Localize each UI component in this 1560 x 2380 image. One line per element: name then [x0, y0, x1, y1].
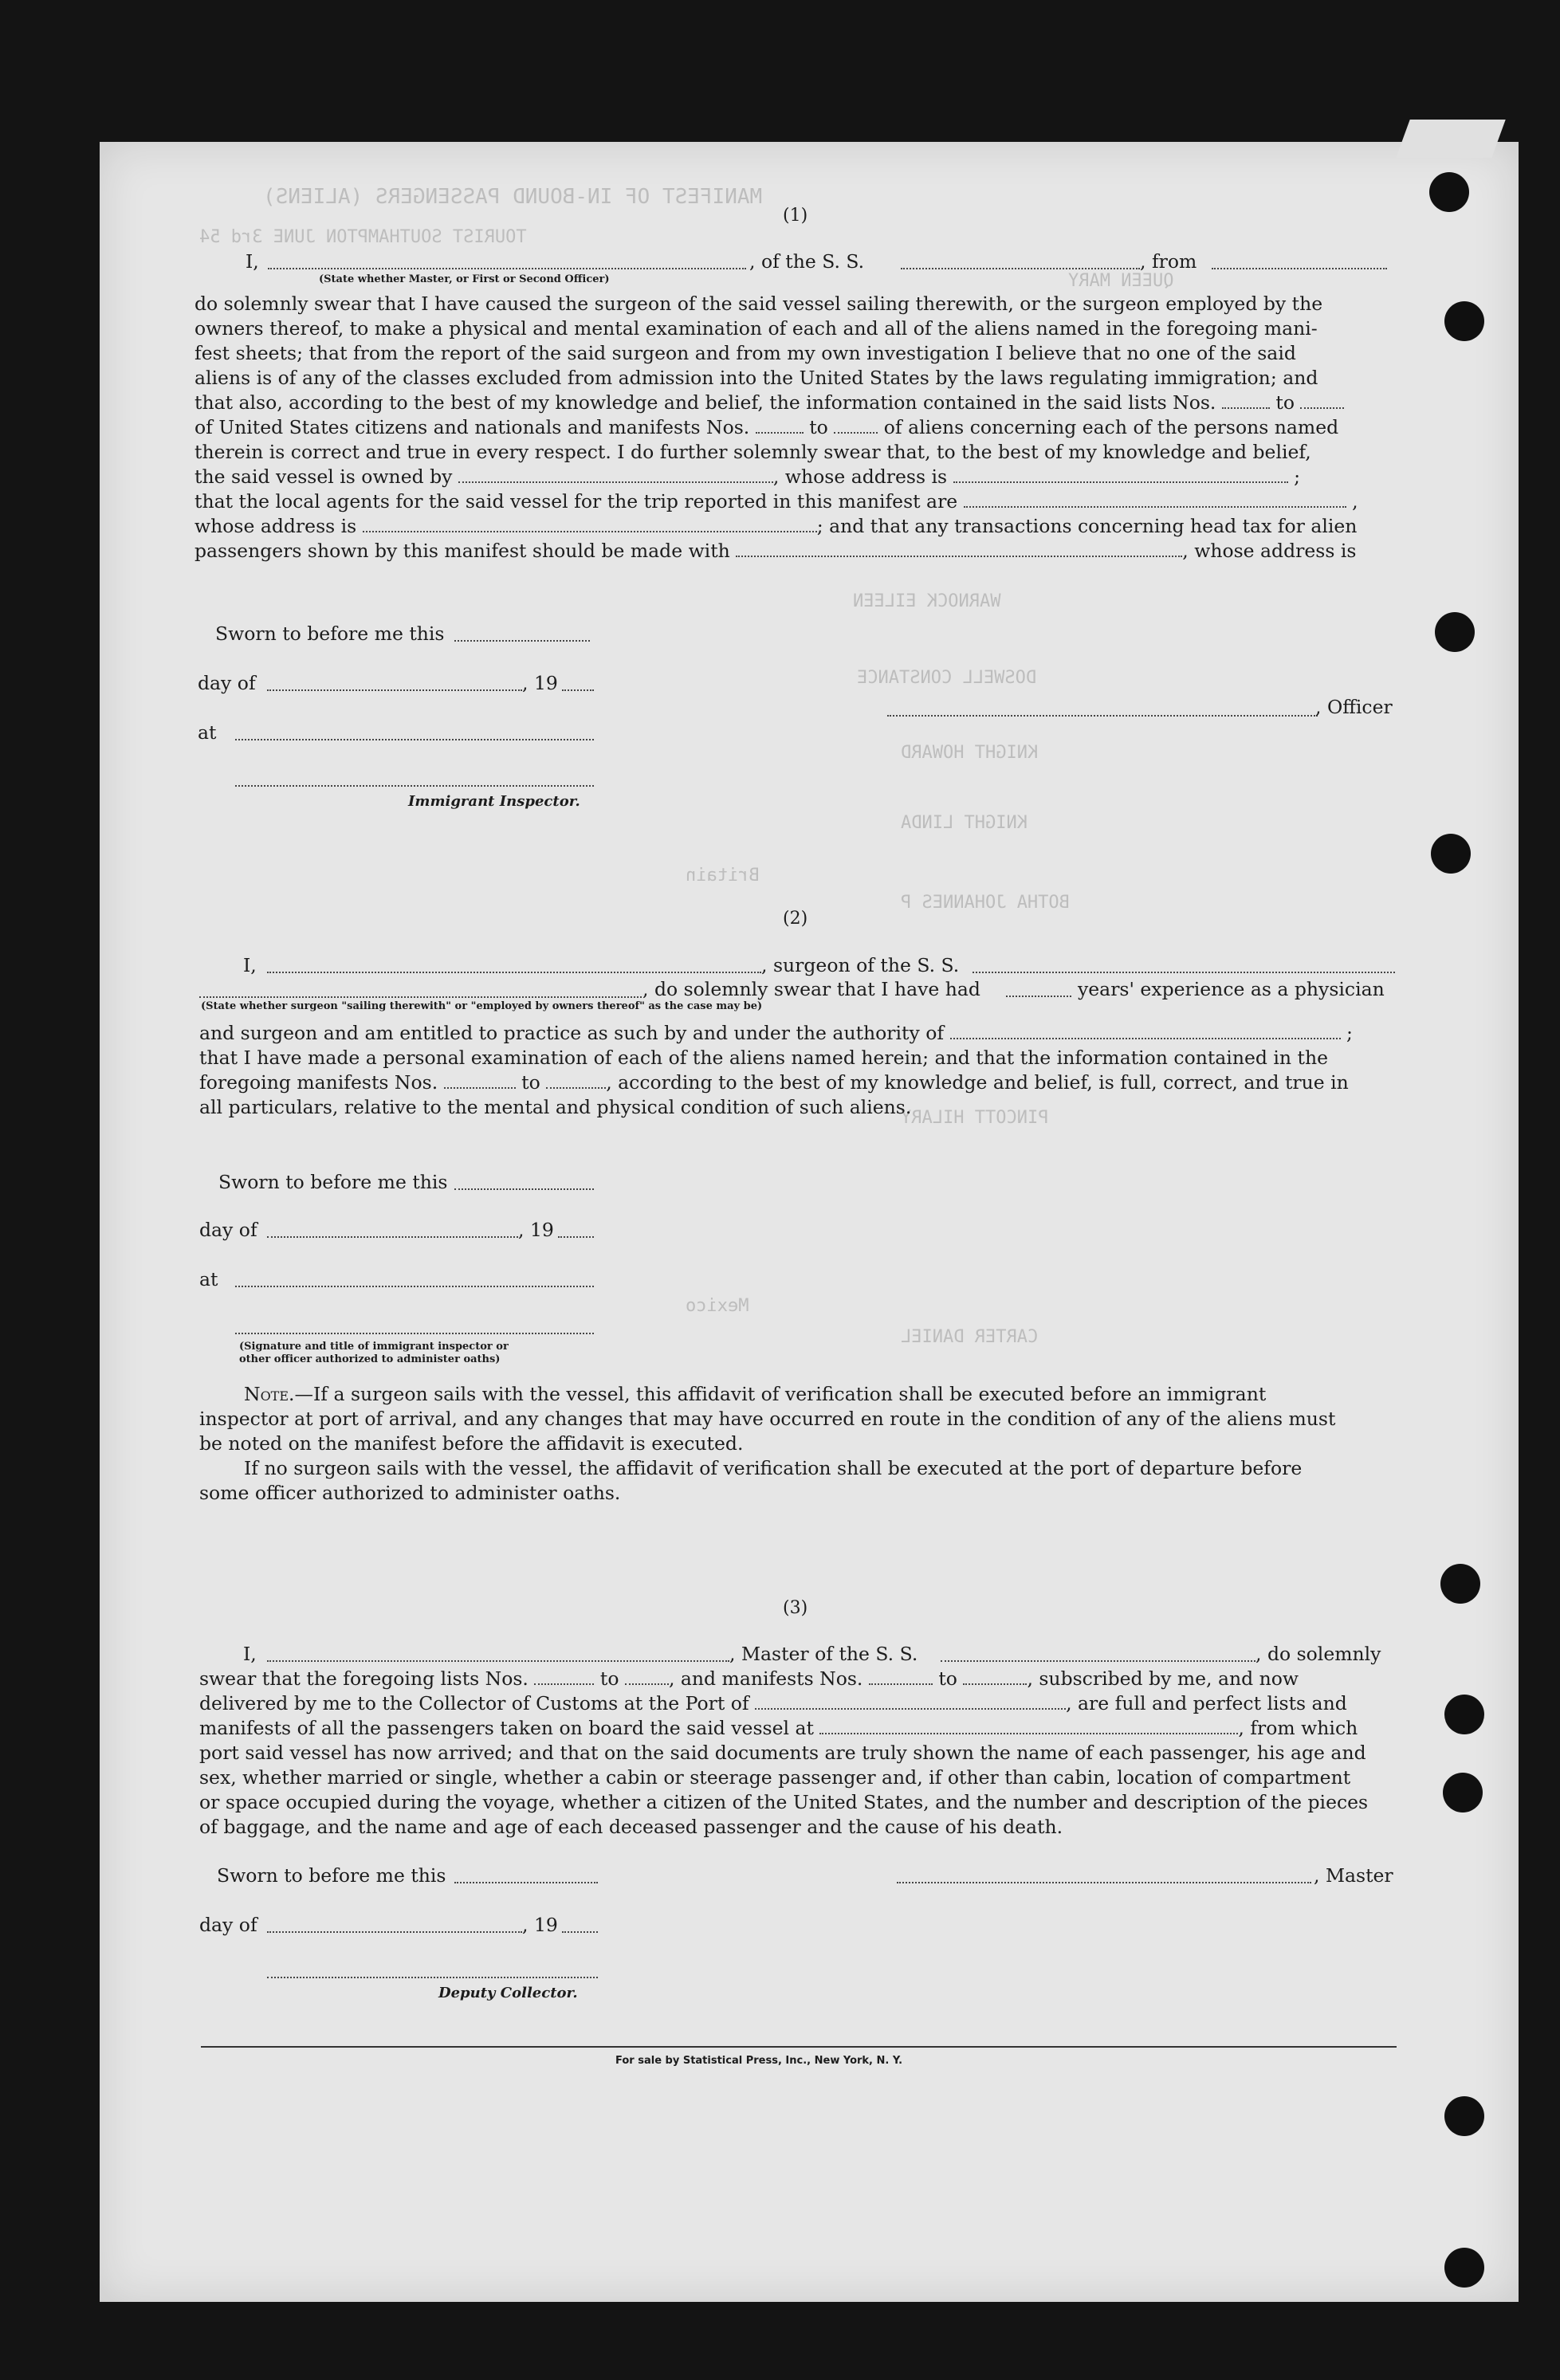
section-number: (2) [783, 909, 808, 929]
sworn-label: Sworn to before me this [215, 622, 445, 645]
oath-line-text: , are full and perfect lists and [1066, 1692, 1347, 1714]
master-lists-from-field[interactable] [534, 1667, 594, 1685]
sworn-year-field[interactable] [558, 1236, 594, 1238]
punch-hole [1443, 1773, 1483, 1812]
oath-line-text: , according to the best of my knowledge and belief, is full, correct, and true in [606, 1071, 1349, 1094]
surgeon-name-field[interactable] [267, 972, 761, 973]
ship-name-field[interactable] [901, 268, 1140, 269]
punch-hole [1444, 301, 1484, 341]
oath-line-text: of United States citizens and nationals and manifests Nos. [195, 416, 750, 438]
from-label: , from [1140, 250, 1197, 273]
oath-line: of baggage, and the name and age of each deceased passenger and the cause of his death. [199, 1816, 1063, 1838]
oath-line-text: , subscribed by me, and now [1027, 1667, 1299, 1690]
to-label: to [599, 1667, 619, 1690]
oath-line: sex, whether married or single, whether a cabin or steerage passenger and, if other than cabin, location of compartment [199, 1766, 1351, 1789]
head-tax-contact-field[interactable] [736, 540, 1182, 557]
officer-label: , Officer [1315, 696, 1393, 718]
sworn-year-field[interactable] [562, 689, 594, 691]
day-of-label: day of [198, 672, 256, 694]
surgeon-paragraph [199, 1021, 1395, 1120]
sworn-at-field[interactable] [235, 1286, 594, 1287]
oath-line: therein is correct and true in every respect. I do further solemnly swear that, to the best of my knowledge and belief, [195, 441, 1311, 463]
signature-caption: other officer authorized to administer oaths) [239, 1353, 501, 1365]
to-label: to [1275, 391, 1295, 414]
master-name-field[interactable] [267, 1660, 729, 1662]
collector-caption: Deputy Collector. [438, 1985, 578, 2001]
master-manifests-from-field[interactable] [869, 1667, 933, 1685]
ghost-text: TOURIST SOUTHAMPTON JUNE 3rd 54 [199, 227, 527, 247]
year-label: , 19 [518, 1219, 554, 1241]
at-label: at [198, 721, 217, 744]
oath-line: that I have made a personal examination of each of the aliens named herein; and that the information contained in the [199, 1047, 1328, 1069]
oath-line [199, 1716, 1403, 1741]
sworn-day-field[interactable] [454, 1882, 598, 1883]
master-signature-field[interactable] [897, 1882, 1311, 1883]
oath-line [195, 415, 1398, 440]
oath-line: fest sheets; that from the report of the said surgeon and from my own investigation I believe that no one of the said [195, 342, 1296, 364]
ghost-text: BOTHA JOHANNES P [901, 893, 1070, 913]
oath-line-text: , from which [1238, 1717, 1358, 1739]
day-of-label: day of [199, 1914, 257, 1936]
years-field[interactable] [1006, 996, 1071, 997]
signature-caption: (Signature and title of immigrant inspector or [239, 1341, 509, 1353]
oath-line-text: the said vessel is owned by [195, 465, 453, 488]
from-field[interactable] [1212, 268, 1387, 269]
note-line: some officer authorized to administer oaths. [199, 1482, 621, 1504]
sworn-at-field[interactable] [235, 739, 594, 740]
paper-tab [1396, 120, 1505, 158]
oath-line: that the local agents for the said vessel for the trip reported in this manifest are , [195, 490, 1358, 513]
oath-line [199, 1070, 1395, 1095]
oath-line [199, 1691, 1403, 1716]
oath-line: and surgeon and am entitled to practice as such by and under the authority of ; [199, 1022, 1353, 1044]
footer-rule [201, 2046, 1397, 2048]
year-label: , 19 [522, 672, 558, 694]
officer-caption: (State whether Master, or First or Second Officer) [319, 273, 610, 285]
collector-signature-field[interactable] [267, 1977, 598, 1978]
oath-line: port said vessel has now arrived; and that on the said documents are truly shown the name of each passenger, his age and [199, 1742, 1366, 1764]
oath-line [195, 539, 1398, 564]
section-number: (3) [783, 1598, 808, 1618]
oath-i: I, [243, 1643, 257, 1665]
embark-port-field[interactable] [819, 1717, 1238, 1734]
note-line [199, 1382, 1403, 1407]
note-line: If no surgeon sails with the vessel, the affidavit of verification shall be executed at the port of departure before [244, 1457, 1303, 1479]
oath-line: the said vessel is owned by , whose address is ; [195, 465, 1300, 488]
ghost-text: DOSWELL CONSTANCE [857, 668, 1037, 688]
concerning-text: of aliens concerning each of the persons named [883, 416, 1339, 438]
master-manifests-to-field[interactable] [963, 1667, 1027, 1685]
ghost-text: Mexico [686, 1296, 749, 1316]
punch-hole [1444, 1695, 1484, 1734]
ship-label: , of the S. S. [749, 250, 865, 273]
master-paragraph [199, 1667, 1403, 1840]
sworn-month-field[interactable] [267, 689, 522, 691]
note-line: inspector at port of arrival, and any changes that may have occurred en route in the condition of any of the aliens must [199, 1408, 1336, 1430]
oath-line-text: and surgeon and am entitled to practice as such by and under the authority of [199, 1022, 945, 1044]
inspector-signature-line[interactable] [235, 785, 594, 787]
oath-line-text: manifests of all the passengers taken on board the said vessel at [199, 1717, 814, 1739]
sworn-label: Sworn to before me this [218, 1171, 448, 1193]
whose-address-label: , whose address is [772, 465, 948, 488]
ghost-text: KNIGHT LINDA [901, 813, 1028, 833]
manifests-to-field[interactable] [834, 416, 878, 434]
day-of-label: day of [199, 1219, 257, 1241]
owner-field[interactable] [458, 465, 773, 483]
agents-address-field[interactable] [363, 515, 817, 532]
punch-hole [1440, 1564, 1480, 1604]
surgeon-status-field[interactable] [199, 996, 642, 998]
oath-line-text: that also, according to the best of my knowledge and belief, the information contained in the said lists Nos. [195, 391, 1216, 414]
do-solemnly-text: , do solemnly [1255, 1643, 1381, 1665]
to-label: to [938, 1667, 957, 1690]
note-paragraph [199, 1382, 1403, 1506]
officer-signature-field[interactable] [887, 715, 1318, 717]
ghost-text: Britain [686, 866, 760, 886]
oath-paragraph-1 [195, 292, 1398, 564]
master-label: , Master [1314, 1864, 1393, 1887]
sworn-day-field[interactable] [454, 640, 590, 642]
ghost-text: KNIGHT HOWARD [901, 743, 1039, 763]
note-text: —If a surgeon sails with the vessel, this affidavit of verification shall be executed before an immigrant [294, 1383, 1267, 1405]
head-tax-text: ; and that any transactions concerning head tax for alien [816, 515, 1358, 537]
oath-i: I, [246, 250, 259, 273]
oath-line: or space occupied during the voyage, whether a citizen of the United States, and the number and description of the pieces [199, 1791, 1369, 1813]
authority-field[interactable] [950, 1022, 1341, 1039]
oath-line-text: that the local agents for the said vessel for the trip reported in this manifest are [195, 490, 958, 513]
sworn-month-field[interactable] [267, 1931, 522, 1933]
ghost-text: MANIFEST OF IN-BOUND PASSENGERS (ALIENS) [263, 185, 763, 209]
footer-text: For sale by Statistical Press, Inc., New York, N. Y. [615, 2055, 903, 2067]
port-field[interactable] [755, 1692, 1066, 1710]
punch-hole [1444, 2248, 1484, 2288]
master-ship-field[interactable] [941, 1660, 1255, 1662]
oath-line: all particulars, relative to the mental and physical condition of such aliens. [199, 1096, 912, 1118]
oath-line: owners thereof, to make a physical and mental examination of each and all of the aliens named in the foregoing mani- [195, 317, 1318, 340]
surgeon-manifests-to-field[interactable] [546, 1071, 606, 1089]
oath-line [199, 1667, 1403, 1691]
oath-line-text: foregoing manifests Nos. [199, 1071, 438, 1094]
whose-address-label: , whose address is [1182, 540, 1357, 562]
ghost-text: PINCOTT HILARY [901, 1108, 1049, 1128]
ghost-text: WARNOCK EILEEN [853, 591, 1001, 611]
oath-line-text: , and manifests Nos. [668, 1667, 863, 1690]
oath-line-text: whose address is [195, 515, 357, 537]
surgeon-of-label: , surgeon of the S. S. [761, 954, 960, 976]
surgeon-caption: (State whether surgeon "sailing therewith" or "employed by owners thereof" as the case may be) [201, 1000, 763, 1012]
oath-line: aliens is of any of the classes excluded from admission into the United States by the laws regulating immigration; and [195, 367, 1318, 389]
ghost-text: CARTER DANIEL [901, 1327, 1039, 1347]
oath-line [195, 391, 1398, 415]
lists-to-field[interactable] [1300, 391, 1344, 409]
oath-line-text: passengers shown by this manifest should be made with [195, 540, 730, 562]
sworn-month-field[interactable] [267, 1236, 518, 1238]
note-label: Note. [244, 1383, 295, 1405]
sworn-label: Sworn to before me this [217, 1864, 446, 1887]
surgeon-manifests-from-field[interactable] [444, 1071, 516, 1089]
oath-line: do solemnly swear that I have caused the surgeon of the said vessel sailing therewith, or the surgeon employed by the [195, 293, 1323, 315]
years-text: years' experience as a physician [1078, 978, 1385, 1000]
owner-address-field[interactable] [953, 465, 1288, 483]
note-line: be noted on the manifest before the affidavit is executed. [199, 1432, 744, 1455]
agents-field[interactable] [964, 490, 1346, 508]
year-label: , 19 [522, 1914, 558, 1936]
master-lists-to-field[interactable] [625, 1667, 669, 1685]
oath-line [195, 514, 1398, 539]
surgeon-ship-field[interactable] [973, 972, 1395, 973]
ghost-text: QUEEN MARY [1068, 271, 1174, 291]
sworn-year-field[interactable] [562, 1931, 598, 1933]
oath-i: I, [243, 954, 257, 976]
punch-hole [1429, 172, 1469, 212]
to-label: to [809, 416, 828, 438]
lists-from-field[interactable] [1222, 391, 1270, 409]
sworn-day-field[interactable] [454, 1188, 594, 1190]
punch-hole [1435, 612, 1475, 652]
at-label: at [199, 1268, 218, 1290]
inspector-caption: Immigrant Inspector. [408, 793, 580, 810]
to-label: to [521, 1071, 540, 1094]
punch-hole [1431, 834, 1471, 874]
officer-field[interactable] [268, 268, 746, 269]
signature-field[interactable] [235, 1333, 594, 1334]
oath-line-text: swear that the foregoing lists Nos. [199, 1667, 529, 1690]
punch-hole [1444, 2096, 1484, 2136]
master-of-label: , Master of the S. S. [729, 1643, 918, 1665]
section-number: (1) [783, 206, 808, 226]
oath-line-text: delivered by me to the Collector of Customs at the Port of [199, 1692, 749, 1714]
do-solemnly-text: , do solemnly swear that I have had [642, 978, 980, 1000]
manifests-from-field[interactable] [756, 416, 804, 434]
